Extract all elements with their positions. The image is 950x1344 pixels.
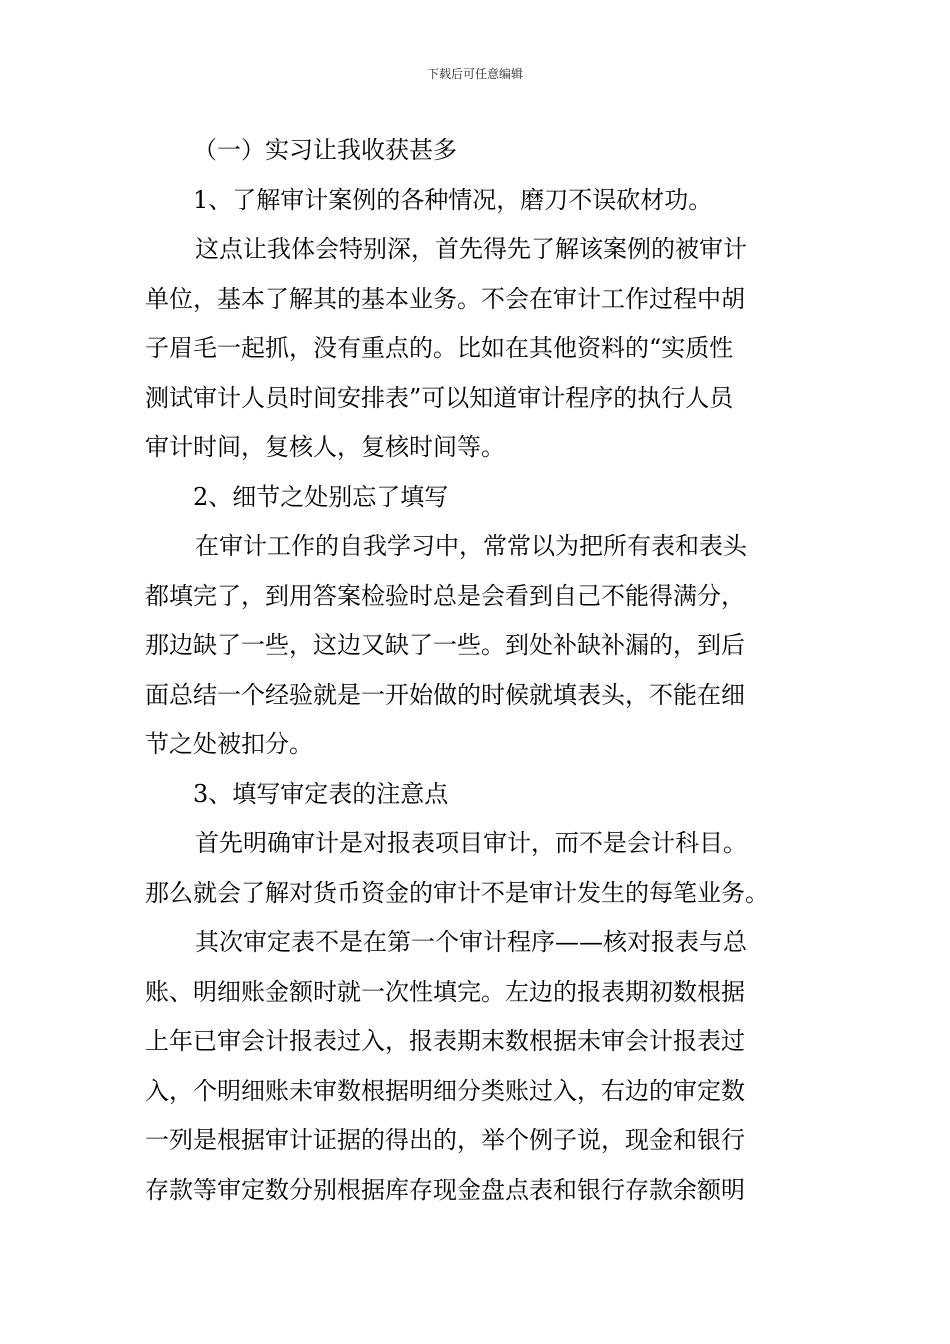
subsection-heading: 2、细节之处别忘了填写 — [193, 482, 449, 511]
paragraph-line: 都填完了，到用答案检验时总是会看到自己不能得满分， — [145, 581, 745, 610]
paragraph-line: 账、明细账金额时就一次性填完。左边的报表期初数根据 — [145, 977, 745, 1006]
paragraph-line: 入，个明细账未审数根据明细分类账过入，右边的审定数 — [145, 1076, 745, 1105]
subsection-heading: 3、填写审定表的注意点 — [193, 779, 449, 808]
paragraph-line: 在审计工作的自我学习中，常常以为把所有表和表头 — [195, 532, 747, 560]
paragraph-line: 这点让我体会特别深，首先得先了解该案例的被审计 — [195, 235, 747, 263]
document-body — [145, 126, 810, 1215]
paragraph-line: 面总结一个经验就是一开始做的时候就填表头，不能在细 — [145, 680, 745, 709]
paragraph-line: 审计时间，复核人，复核时间等。 — [145, 433, 505, 461]
paragraph-line: 首先明确审计是对报表项目审计，而不是会计科目。 — [195, 829, 747, 857]
paragraph-line: 子眉毛一起抓，没有重点的。比如在其他资料的“实质性 — [145, 334, 734, 362]
paragraph-line: 节之处被扣分。 — [145, 730, 313, 758]
paragraph-line: 那边缺了一些，这边又缺了一些。到处补缺补漏的，到后 — [145, 631, 745, 659]
paragraph-line: 测试审计人员时间安排表”可以知道审计程序的执行人员 — [145, 383, 734, 412]
paragraph-line: 单位，基本了解其的基本业务。不会在审计工作过程中胡 — [145, 284, 745, 313]
paragraph-line: 上年已审会计报表过入，报表期末数根据未审会计报表过 — [145, 1027, 745, 1055]
paragraph-line: 那么就会了解对货币资金的审计不是审计发生的每笔业务。 — [145, 878, 769, 907]
page-header: 下载后可任意编辑 — [426, 67, 523, 81]
paragraph-line: 其次审定表不是在第一个审计程序——核对报表与总 — [195, 928, 747, 956]
subsection-heading: 1、了解审计案例的各种情况，磨刀不误砍材功。 — [193, 185, 713, 214]
section-heading: （一）实习让我收获甚多 — [193, 136, 457, 164]
paragraph-line: 存款等审定数分别根据库存现金盘点表和银行存款余额明 — [145, 1175, 745, 1204]
paragraph-line: 一列是根据审计证据的得出的，举个例子说，现金和银行 — [145, 1126, 745, 1154]
